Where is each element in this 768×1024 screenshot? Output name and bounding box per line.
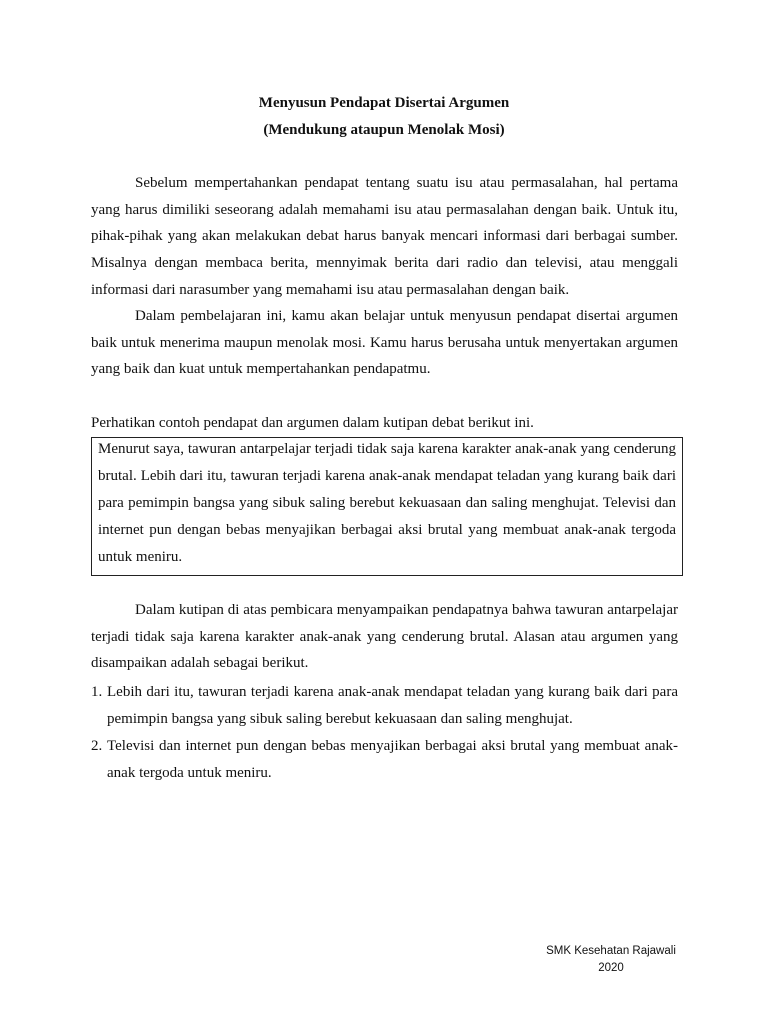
list-item-text: Televisi dan internet pun dengan bebas menyajikan berbagai aksi brutal yang membuat anak-anak tergoda untuk meniru. (107, 738, 678, 781)
paragraph-analysis: Dalam kutipan di atas pembicara menyampaikan pendapatnya bahwa tawuran antarpelajar terjadi tidak saja karena karakter anak-anak yang cenderung brutal. Alasan atau argumen yang disampaikan adalah sebagai berikut. (91, 602, 678, 672)
debate-quote-text: Menurut saya, tawuran antarpelajar terjadi tidak saja karena karakter anak-anak yang cenderung brutal. Lebih dari itu, tawuran terjadi karena anak-anak mendapat teladan yang kurang baik dari para pemimpin bangsa yang sibuk saling berebut kekuasaan dan saling menghujat. Televisi dan internet pun dengan bebas menyajikan berbagai aksi brutal yang membuat anak-anak tergoda untuk meniru. (98, 441, 676, 565)
list-item (91, 679, 678, 733)
debate-quote-box (91, 437, 683, 576)
list-item-text: Lebih dari itu, tawuran terjadi karena anak-anak mendapat teladan yang kurang baik dari para pemimpin bangsa yang sibuk saling berebut kekuasaan dan saling menghujat. (107, 684, 678, 727)
list-item-number: 2. (91, 738, 103, 754)
page-footer (500, 943, 722, 977)
paragraph-opening: Sebelum mempertahankan pendapat tentang suatu isu atau permasalahan, hal pertama yang harus dimiliki seseorang adalah memahami isu atau permasalahan dengan baik. Untuk itu, pihak-pihak yang akan melakukan debat harus banyak mencari informasi dari berbagai sumber. Misalnya dengan membaca berita, mennyimak berita dari radio dan televisi, atau menggali informasi dari narasumber yang memahami isu atau permasalahan dengan baik. (91, 175, 678, 298)
footer-school-name: SMK Kesehatan Rajawali (546, 945, 676, 957)
footer-year: 2020 (598, 962, 624, 974)
paragraph-learning-goal: Dalam pembelajaran ini, kamu akan belajar untuk menyusun pendapat disertai argumen baik untuk menerima maupun menolak mosi. Kamu harus berusaha untuk menyertakan argumen yang baik dan kuat untuk mempertahankan pendapatmu. (91, 308, 678, 378)
list-item (91, 733, 678, 787)
document-title: Menyusun Pendapat Disertai Argumen (258, 95, 510, 111)
reason-list (91, 679, 678, 787)
paragraph-quote-intro: Perhatikan contoh pendapat dan argumen dalam kutipan debat berikut ini. (91, 415, 534, 431)
document-subtitle: (Mendukung ataupun Menolak Mosi) (263, 122, 505, 138)
list-item-number: 1. (91, 684, 103, 700)
